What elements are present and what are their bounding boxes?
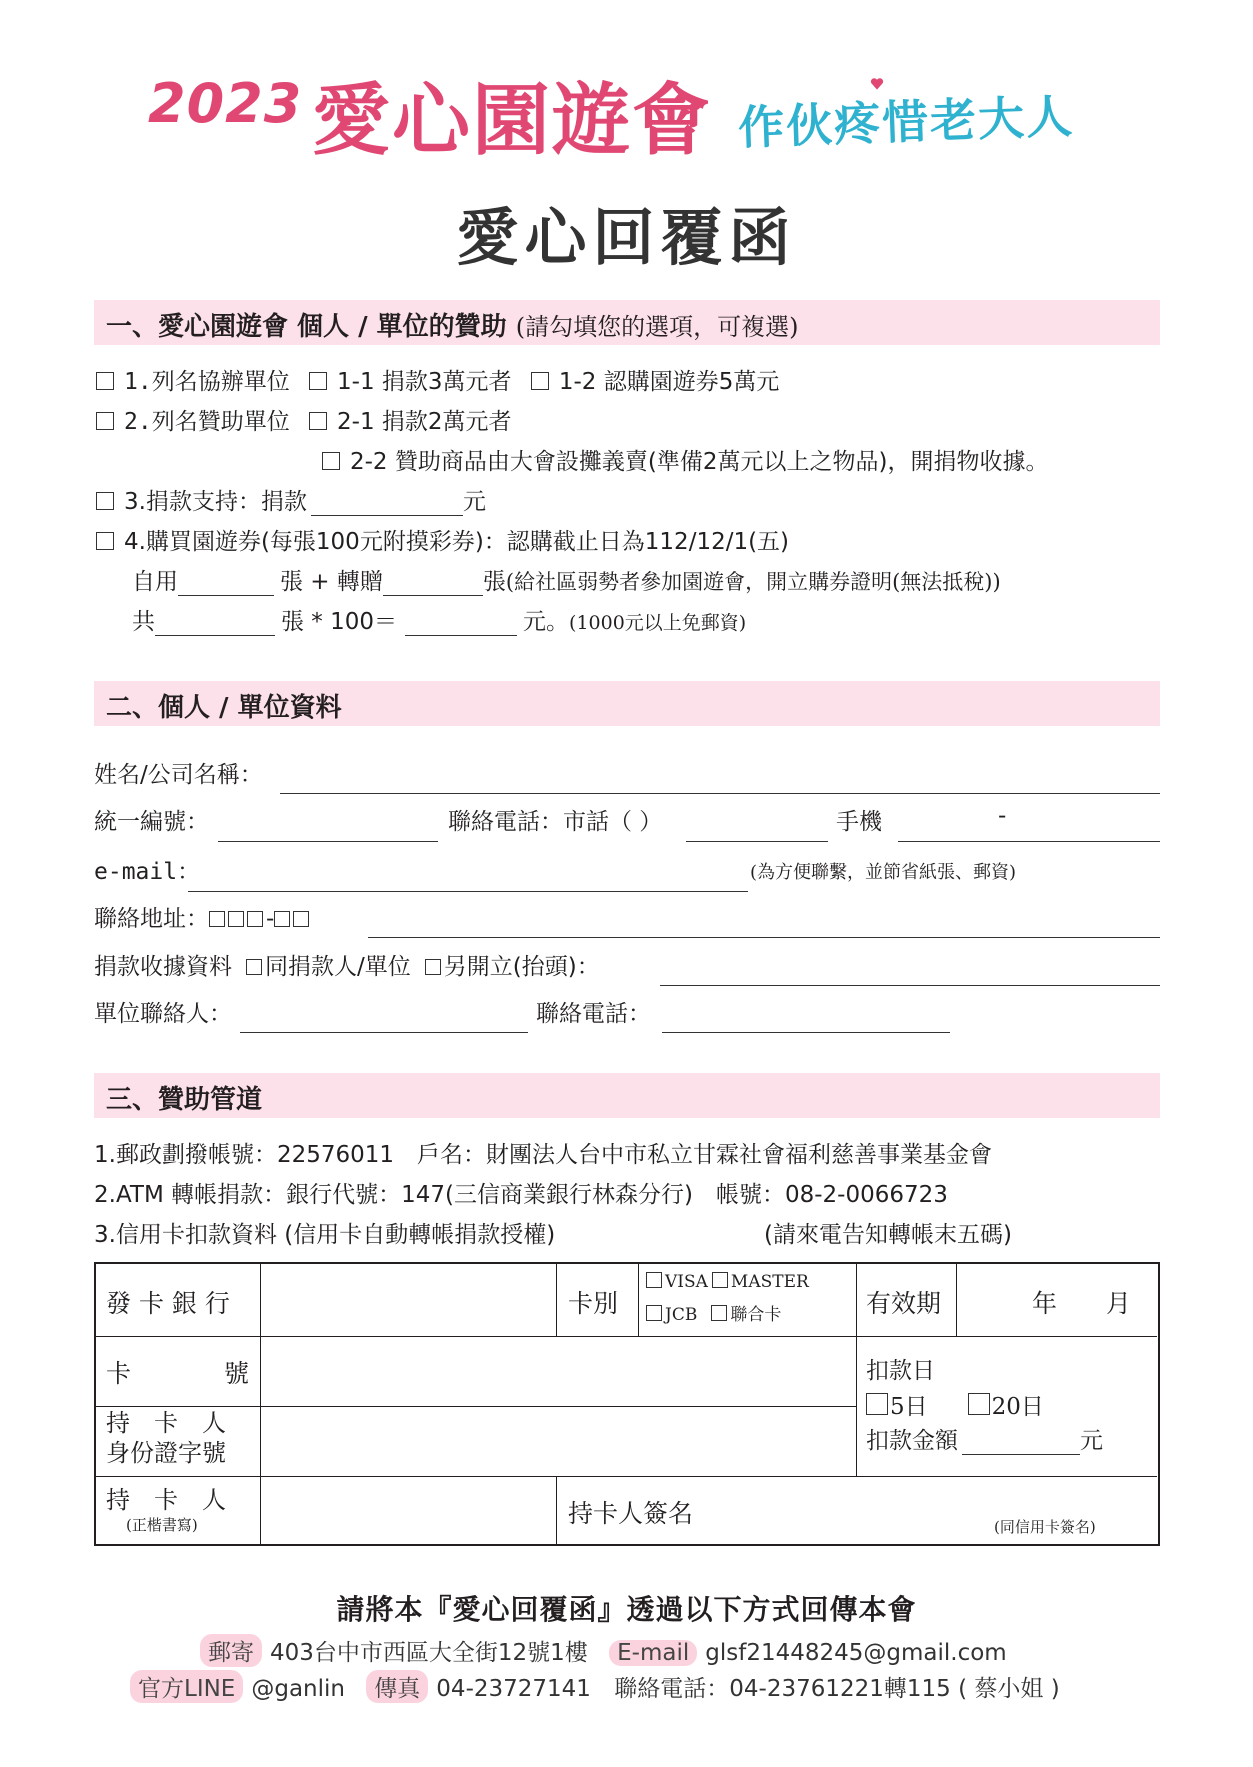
label-receipt-same: 同捐款人/單位	[265, 954, 411, 980]
checkbox-donate-20k[interactable]	[309, 412, 327, 430]
label-signature: 持卡人簽名	[568, 1499, 694, 1528]
address-row	[94, 900, 312, 933]
postage-note: (1000元以上免郵資)	[569, 612, 747, 634]
label-buy-tickets-50k: 1-2 認購園遊券5萬元	[558, 369, 780, 395]
option-row-3	[96, 483, 486, 516]
label-total: 共	[132, 609, 155, 635]
label-deduct-amount: 扣款金額	[866, 1428, 958, 1454]
checkbox-donation[interactable]	[96, 492, 114, 510]
label-contact-phone: 聯絡電話：	[536, 1001, 651, 1027]
zip-box-5[interactable]	[293, 911, 309, 927]
option-row-2	[96, 403, 512, 436]
section1-title: 一、愛心園遊會 個人 / 單位的贊助	[106, 312, 507, 342]
label-expiry: 有效期	[866, 1289, 942, 1318]
label-deduct-day: 扣款日	[866, 1358, 935, 1384]
label-card-type: 卡別	[568, 1289, 619, 1318]
label-visa: VISA	[665, 1272, 708, 1292]
total-amount-field[interactable]	[405, 611, 517, 636]
checkbox-receipt-other[interactable]	[425, 959, 441, 975]
section1-header	[94, 300, 1160, 345]
card-type-options-2	[646, 1300, 781, 1325]
label-holder-id-line2: 身份證字號	[106, 1439, 226, 1467]
issuing-bank-field[interactable]	[264, 1268, 554, 1334]
gift-qty-field[interactable]	[383, 571, 483, 596]
label-sponsor: 2.列名贊助單位	[124, 409, 290, 435]
label-holder-id	[106, 1408, 226, 1468]
footer-contact-row1	[200, 1634, 1007, 1667]
line-id[interactable]: @ganlin	[251, 1676, 345, 1702]
label-zhang-plus: 張 + 轉贈	[280, 569, 383, 595]
option-row-2-2	[322, 443, 1048, 476]
footer-email[interactable]: glsf21448245@gmail.com	[705, 1640, 1007, 1666]
tax-id-field[interactable]	[218, 841, 438, 842]
signature-field[interactable]	[696, 1480, 996, 1542]
document-title: 愛心回覆函	[456, 201, 797, 274]
credit-card-table	[94, 1262, 1160, 1546]
label-jcb: JCB	[665, 1305, 698, 1325]
section2-title: 二、個人 / 單位資料	[106, 693, 342, 723]
receipt-title-field[interactable]	[660, 985, 1160, 986]
email-note: (為方便聯繫，並節省紙張、郵資)	[750, 862, 1017, 883]
section3-header	[94, 1073, 1160, 1118]
label-co-organizer: 1.列名協辦單位	[124, 369, 290, 395]
label-card-number-b: 號	[224, 1359, 250, 1388]
mobile-field[interactable]	[898, 841, 1160, 842]
mail-address: 403台中市西區大全街12號1樓	[270, 1640, 588, 1666]
zip-box-3[interactable]	[247, 911, 263, 927]
credit-card-note: (請來電告知轉帳末五碼)	[764, 1222, 1012, 1248]
postal-transfer-info: 1.郵政劃撥帳號：22576011 戶名：財團法人台中市私立甘霖社會福利慈善事業基金會	[94, 1142, 993, 1168]
checkbox-jcb[interactable]	[646, 1305, 662, 1321]
zip-box-4[interactable]	[274, 911, 290, 927]
label-address: 聯絡地址：	[94, 906, 209, 932]
label-receipt-other: 另開立(抬頭)：	[443, 954, 600, 980]
label-name: 姓名/公司名稱：	[94, 762, 263, 788]
label-day-5: 5日	[890, 1394, 928, 1420]
ticket-total-row	[132, 603, 746, 636]
section3-title: 三、贊助管道	[106, 1085, 263, 1115]
label-mobile: 手機	[836, 809, 882, 835]
checkbox-co-organizer[interactable]	[96, 372, 114, 390]
label-union-card: 聯合卡	[730, 1305, 782, 1325]
event-name-logo: 愛心園遊會	[312, 76, 713, 166]
mobile-dash: -	[998, 803, 1007, 829]
event-slogan: 作伙疼惜老大人	[737, 89, 1075, 155]
label-expiry-year: 年	[1032, 1289, 1058, 1318]
zip-box-2[interactable]	[228, 911, 244, 927]
zip-dash: -	[266, 906, 275, 932]
label-yuan: 元。	[523, 609, 570, 635]
checkbox-union-card[interactable]	[711, 1305, 727, 1321]
holder-name-field[interactable]	[264, 1480, 554, 1542]
label-donation: 3.捐款支持：捐款	[124, 489, 307, 515]
contact-phone: 聯絡電話：04-23761221轉115 ( 蔡小姐 )	[614, 1676, 1060, 1702]
total-qty-field[interactable]	[155, 611, 275, 636]
checkbox-day-5[interactable]	[866, 1393, 888, 1415]
phone-field[interactable]	[686, 841, 828, 842]
holder-name-note: (正楷書寫)	[126, 1516, 198, 1534]
checkbox-day-20[interactable]	[968, 1393, 990, 1415]
label-tax-id: 統一編號：	[94, 809, 209, 835]
donation-amount-field[interactable]	[311, 491, 463, 516]
atm-transfer-info: 2.ATM 轉帳捐款：銀行代號：147(三信商業銀行林森分行) 帳號：08-2-0066723	[94, 1182, 948, 1208]
checkbox-buy-tickets-50k[interactable]	[531, 372, 549, 390]
label-email: e-mail：	[94, 859, 201, 885]
label-zhang-times: 張 * 100＝	[281, 609, 398, 635]
return-instructions-title: 請將本『愛心回覆函』透過以下方式回傳本會	[336, 1593, 917, 1626]
deduct-day-options	[866, 1388, 1044, 1421]
signature-note: (同信用卡簽名)	[994, 1518, 1096, 1536]
label-issuing-bank: 發 卡 銀 行	[106, 1289, 230, 1318]
label-holder-id-line1: 持 卡 人	[106, 1409, 226, 1437]
checkbox-visa[interactable]	[646, 1272, 662, 1288]
label-phone: 聯絡電話：市話（ ）	[448, 809, 663, 835]
mail-tag: 郵寄	[200, 1634, 262, 1667]
event-year: 2023	[148, 72, 303, 135]
section2-header	[94, 681, 1160, 726]
address-field[interactable]	[368, 937, 1160, 938]
label-zhang: 張	[482, 569, 506, 595]
footer-contact-row2	[130, 1670, 1060, 1703]
checkbox-sponsor[interactable]	[96, 412, 114, 430]
heart-icon	[870, 77, 884, 91]
email-tag: E-mail	[609, 1640, 697, 1666]
contact-phone-field[interactable]	[662, 1032, 950, 1033]
label-donate-20k: 2-1 捐款2萬元者	[337, 409, 512, 435]
gift-note: (給社區弱勢者參加園遊會，開立購券證明(無法抵稅))	[505, 570, 1001, 594]
label-goods-sponsor: 2-2 贊助商品由大會設攤義賣(準備2萬元以上之物品)，開捐物收據。	[350, 449, 1049, 475]
checkbox-goods-sponsor[interactable]	[322, 452, 340, 470]
fax-number: 04-23727141	[436, 1676, 591, 1702]
card-number-field[interactable]	[264, 1340, 854, 1404]
label-contact-person: 單位聯絡人：	[94, 1001, 232, 1027]
name-field[interactable]	[280, 793, 1160, 794]
email-field[interactable]	[188, 891, 748, 892]
deduct-amount-row	[866, 1422, 1103, 1455]
label-donation-unit: 元	[462, 489, 486, 515]
label-card-number-a: 卡	[106, 1359, 132, 1388]
deduct-amount-field[interactable]	[962, 1430, 1080, 1455]
label-holder-name: 持 卡 人	[106, 1486, 226, 1514]
self-use-qty-field[interactable]	[178, 571, 274, 596]
label-buy-tickets: 4.購買園遊券(每張100元附摸彩券)：認購截止日為112/12/1(五)	[124, 529, 790, 555]
label-donate-30k: 1-1 捐款3萬元者	[337, 369, 512, 395]
receipt-row	[94, 948, 600, 981]
ticket-quantity-row	[132, 563, 1001, 596]
checkbox-receipt-same[interactable]	[246, 959, 262, 975]
fax-tag: 傳真	[366, 1670, 428, 1703]
contact-person-field[interactable]	[240, 1032, 528, 1033]
checkbox-master[interactable]	[712, 1272, 728, 1288]
checkbox-buy-tickets[interactable]	[96, 532, 114, 550]
zip-box-1[interactable]	[209, 911, 225, 927]
label-receipt: 捐款收據資料	[94, 954, 232, 980]
checkbox-donate-30k[interactable]	[309, 372, 327, 390]
section1-note: (請勾填您的選項，可複選)	[515, 313, 799, 341]
label-expiry-month: 月	[1106, 1289, 1132, 1318]
line-tag: 官方LINE	[130, 1670, 243, 1703]
label-self-use: 自用	[132, 569, 178, 595]
credit-card-info: 3.信用卡扣款資料 (信用卡自動轉帳捐款授權)	[94, 1222, 556, 1248]
label-deduct-unit: 元	[1080, 1428, 1103, 1454]
option-row-4	[96, 523, 789, 556]
holder-id-field[interactable]	[264, 1410, 854, 1474]
label-master: MASTER	[730, 1272, 809, 1292]
option-row-1	[96, 363, 779, 396]
card-type-options-1	[646, 1272, 809, 1292]
label-day-20: 20日	[991, 1394, 1044, 1420]
